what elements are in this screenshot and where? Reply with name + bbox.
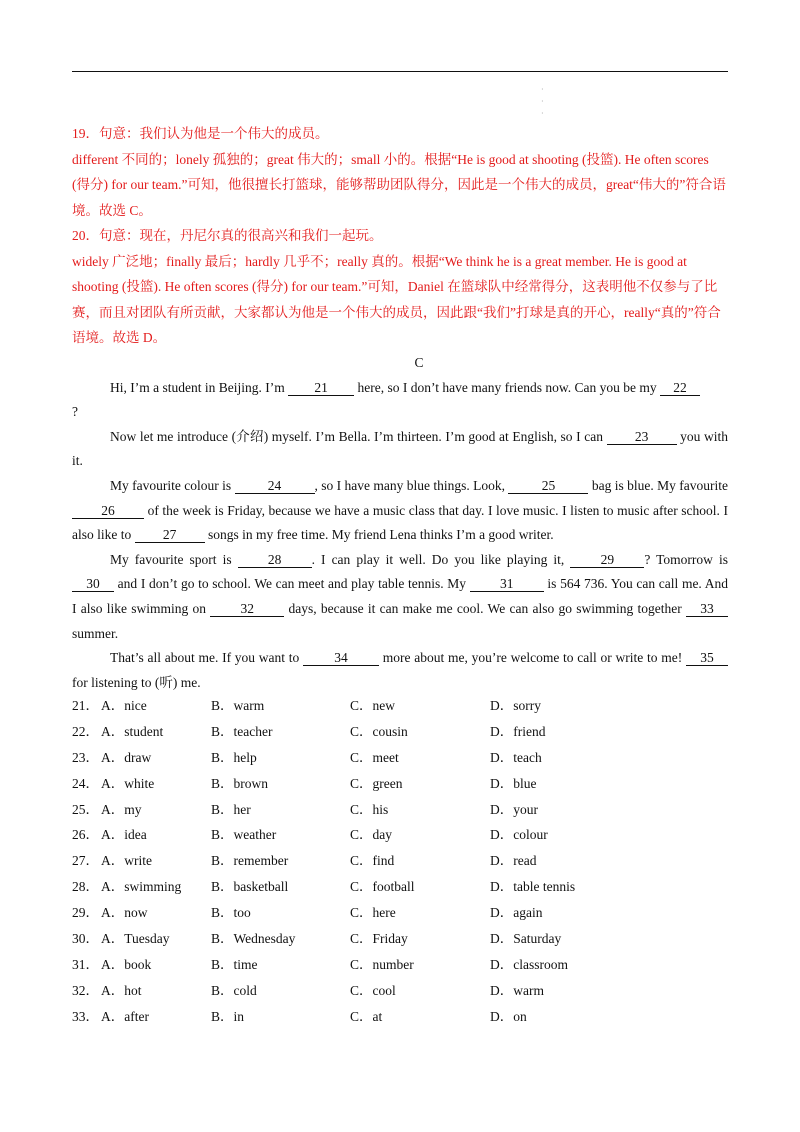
option-d[interactable]: D．colour <box>490 827 548 843</box>
option-a[interactable]: A．my <box>101 801 142 817</box>
paragraph-5: That’s all about me. If you want to 34 more about me, you’re welcome to call or write to me! 35 for listening to (听) me. <box>72 646 728 695</box>
scan-artifact-dots: · · · <box>541 85 544 118</box>
question-number: 33． <box>72 1008 99 1024</box>
option-a[interactable]: A．write <box>101 853 152 869</box>
question-number: 29． <box>72 905 99 921</box>
option-d[interactable]: D．warm <box>490 982 544 998</box>
option-c[interactable]: C．number <box>350 956 414 972</box>
blank-35[interactable]: 35 <box>686 650 728 666</box>
option-row-21 <box>72 694 728 720</box>
question-number: 21． <box>72 698 99 713</box>
paragraph-4: My favourite sport is 28 . I can play it well. Do you like playing it, 29 ? Tomorrow is 30 and I don’t go to school. We can meet and play table tennis. My 31 is 564 736. You can call me. And I also like swimming on 32 days, because it can make me cool. We can also go swimming together 33 summer. <box>72 551 728 641</box>
blank-27[interactable]: 27 <box>135 527 205 543</box>
blank-28[interactable]: 28 <box>238 552 312 568</box>
option-a[interactable]: A．idea <box>101 827 147 843</box>
option-b[interactable]: B．warm <box>211 698 265 713</box>
explanation-20-body: widely 广泛地；finally 最后；hardly 几乎不；really 真的。根据“We think he is a great member. He is good at shooting (投篮). He often scores (得分) for our team.”可知，Daniel 在篮球队中经常得分，这表明他不仅参与了比赛，而且对团队有所贡献，大家都认为他是一个伟大的成员，因此跟“我们”打球是真的开心，really“真的”符合语境。故选 D。 <box>72 253 721 345</box>
option-b[interactable]: B．brown <box>211 775 268 791</box>
answer-options <box>72 694 728 1031</box>
question-number: 30． <box>72 931 99 947</box>
option-c[interactable]: C．his <box>350 801 389 817</box>
option-c[interactable]: C．meet <box>350 749 399 765</box>
question-number: 26． <box>72 827 99 843</box>
option-c[interactable]: C．here <box>350 905 396 921</box>
answer-explanations <box>72 121 728 351</box>
option-a[interactable]: A．hot <box>101 982 142 998</box>
option-row-24 <box>72 772 728 798</box>
option-d[interactable]: D．again <box>490 905 543 921</box>
option-c[interactable]: C．Friday <box>350 931 408 947</box>
blank-25[interactable]: 25 <box>508 478 588 494</box>
option-d[interactable]: D．blue <box>490 775 537 791</box>
cloze-passage <box>72 351 728 695</box>
blank-32[interactable]: 32 <box>210 601 284 617</box>
question-number: 27． <box>72 853 99 869</box>
option-d[interactable]: D．classroom <box>490 956 568 972</box>
option-row-28 <box>72 875 728 901</box>
option-d[interactable]: D．read <box>490 853 537 869</box>
blank-21[interactable]: 21 <box>288 380 354 396</box>
option-a[interactable]: A．book <box>101 956 152 972</box>
option-d[interactable]: D．Saturday <box>490 931 562 947</box>
blank-30[interactable]: 30 <box>72 576 114 592</box>
option-a[interactable]: A．now <box>101 905 148 921</box>
option-c[interactable]: C．day <box>350 827 392 843</box>
option-b[interactable]: B．too <box>211 905 251 921</box>
question-number: 22． <box>72 723 99 739</box>
option-d[interactable]: D．on <box>490 1008 527 1024</box>
blank-29[interactable]: 29 <box>570 552 644 568</box>
option-c[interactable]: C．cousin <box>350 723 408 739</box>
question-number: 23． <box>72 749 99 765</box>
option-a[interactable]: A．white <box>101 775 155 791</box>
option-b[interactable]: B．basketball <box>211 879 289 895</box>
blank-26[interactable]: 26 <box>72 503 144 519</box>
option-c[interactable]: C．football <box>350 879 415 895</box>
option-row-22 <box>72 720 728 746</box>
header-rule <box>72 71 728 72</box>
blank-24[interactable]: 24 <box>235 478 315 494</box>
option-b[interactable]: B．her <box>211 801 251 817</box>
option-a[interactable]: A．student <box>101 723 164 739</box>
option-c[interactable]: C．green <box>350 775 403 791</box>
option-b[interactable]: B．in <box>211 1008 245 1024</box>
option-c[interactable]: C．cool <box>350 982 396 998</box>
option-row-30 <box>72 927 728 953</box>
option-d[interactable]: D．teach <box>490 749 542 765</box>
option-d[interactable]: D．sorry <box>490 698 541 713</box>
paragraph-2: Now let me introduce (介绍) myself. I’m Bella. I’m thirteen. I’m good at English, so I can 23 you with it. <box>72 428 728 469</box>
option-c[interactable]: C．at <box>350 1008 383 1024</box>
option-b[interactable]: B．teacher <box>211 723 273 739</box>
blank-23[interactable]: 23 <box>607 429 677 445</box>
option-b[interactable]: B．cold <box>211 982 257 998</box>
blank-22[interactable]: 22 <box>660 380 700 396</box>
blank-33[interactable]: 33 <box>686 601 728 617</box>
option-a[interactable]: A．swimming <box>101 879 182 895</box>
option-c[interactable]: C．new <box>350 698 395 713</box>
explanation-19-body: different 不同的；lonely 孤独的；great 伟大的；small 小的。根据“He is good at shooting (投篮). He often scores (得分) for our team.”可知，他很擅长打篮球，能够帮助团队得分，因此是一个伟大的成员，great“伟大的”符合语境。故选 C。 <box>72 151 726 218</box>
option-row-29 <box>72 901 728 927</box>
option-d[interactable]: D．your <box>490 801 538 817</box>
option-b[interactable]: B．remember <box>211 853 289 869</box>
blank-31[interactable]: 31 <box>470 576 544 592</box>
explanation-20-title: 20．句意：现在，丹尼尔真的很高兴和我们一起玩。 <box>72 228 383 243</box>
option-a[interactable]: A．draw <box>101 749 152 765</box>
option-d[interactable]: D．table tennis <box>490 879 576 895</box>
option-a[interactable]: A．after <box>101 1008 149 1024</box>
option-c[interactable]: C．find <box>350 853 395 869</box>
question-number: 28． <box>72 879 99 895</box>
paragraph-3: My favourite colour is 24 , so I have many blue things. Look, 25 bag is blue. My favourite 26 of the week is Friday, because we have a music class that day. I love music. I listen to music after school. I also like to 27 songs in my free time. My friend Lena thinks I’m a good writer. <box>72 477 728 543</box>
option-row-31 <box>72 953 728 979</box>
paragraph-1: Hi, I’m a student in Beijing. I’m 21 here, so I don’t have many friends now. Can you be my 22 ? <box>72 376 728 425</box>
option-row-32 <box>72 979 728 1005</box>
option-d[interactable]: D．friend <box>490 723 546 739</box>
option-b[interactable]: B．time <box>211 956 258 972</box>
section-title: C <box>414 355 424 370</box>
option-row-23 <box>72 746 728 772</box>
option-row-25 <box>72 798 728 824</box>
question-number: 32． <box>72 982 99 998</box>
option-row-26 <box>72 823 728 849</box>
option-b[interactable]: B．Wednesday <box>211 931 296 947</box>
option-a[interactable]: A．Tuesday <box>101 931 170 947</box>
explanation-19-title: 19．句意：我们认为他是一个伟大的成员。 <box>72 126 329 141</box>
option-a[interactable]: A．nice <box>101 698 147 713</box>
option-b[interactable]: B．weather <box>211 827 277 843</box>
question-number: 31． <box>72 956 99 972</box>
question-number: 24． <box>72 775 99 791</box>
question-number: 25． <box>72 801 99 817</box>
option-b[interactable]: B．help <box>211 749 257 765</box>
option-row-27 <box>72 849 728 875</box>
option-row-33 <box>72 1005 728 1031</box>
blank-34[interactable]: 34 <box>303 650 379 666</box>
